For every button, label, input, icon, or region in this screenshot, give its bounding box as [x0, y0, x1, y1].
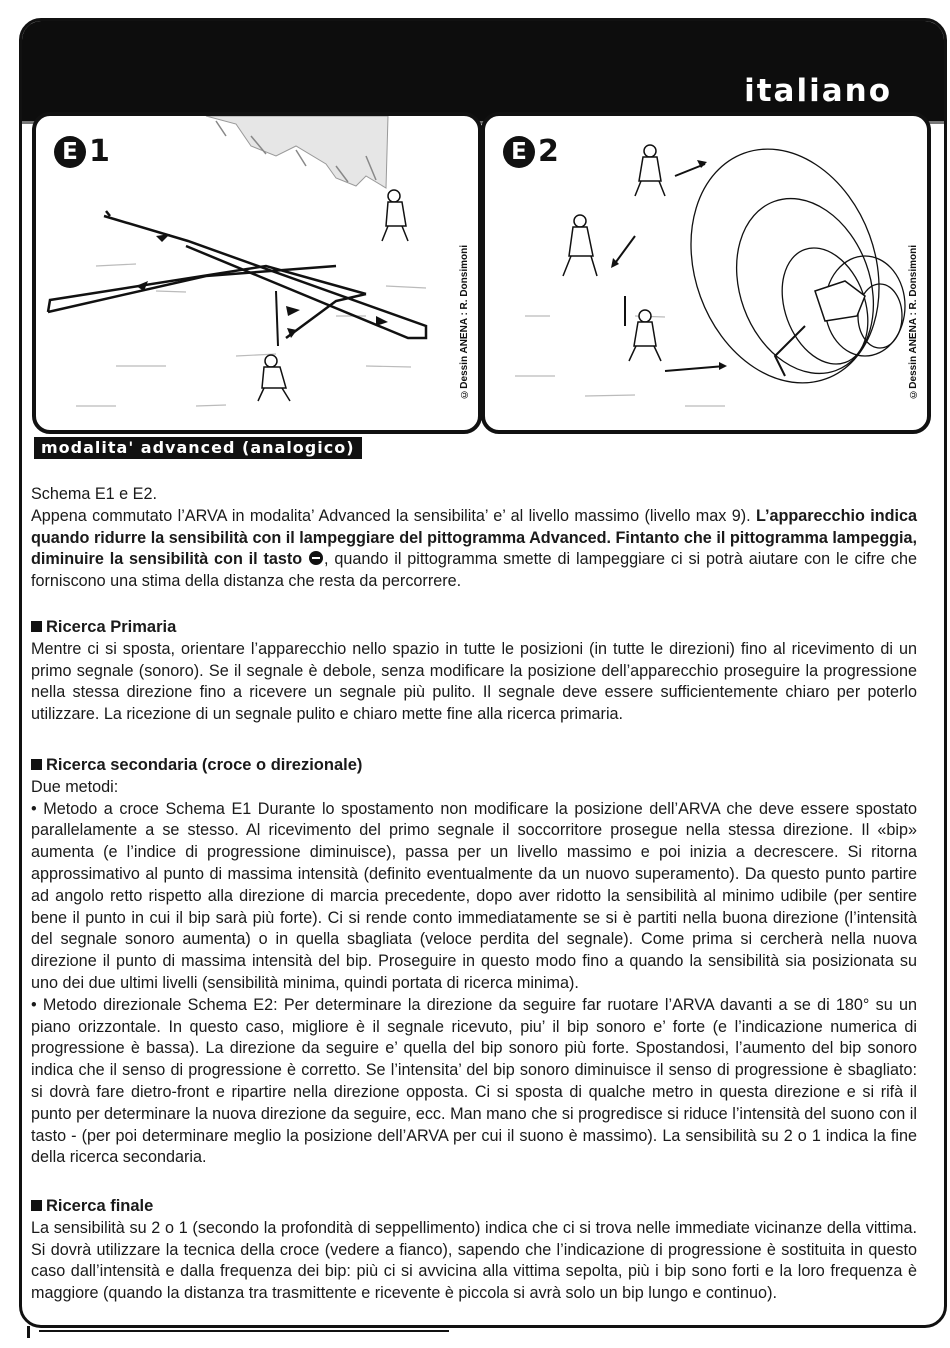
- secondaria-heading-text: Ricerca secondaria (croce o direzionale): [46, 756, 363, 774]
- square-bullet-icon: [31, 759, 42, 770]
- primaria-body: Mentre ci si sposta, orientare l’apparecchio nello spazio in tutte le posizioni (in tutte le direzioni) fino al ricevimento di un primo segnale (sonoro). Se il segnale è debole, senza modificare la posizione dell’apparecchio proseguire la progressione nella stessa direzione fino a ricevere un segnale più pulito. Il segnale deve essere sufficientemente chiaro per poterlo utilizzare. La ricezione di un segnale pulito e chiaro mette fine alla ricerca primaria.: [31, 639, 917, 724]
- figure-e1: [32, 112, 482, 434]
- intro-line: Schema E1 e E2.: [31, 485, 157, 503]
- secondaria-block: [31, 755, 917, 1169]
- header-band: [22, 21, 944, 124]
- badge-number: 1: [89, 134, 110, 169]
- figure-e2-badge: [503, 134, 559, 169]
- intro-text: Appena commutato l’ARVA in modalita’ Advanced la sensibilita’ e’ al livello massimo (livello max 9).: [31, 506, 756, 525]
- badge-letter: E: [503, 136, 535, 168]
- finale-body: La sensibilità su 2 o 1 (secondo la profondità di seppellimento) indica che ci si trova nelle immediate vicinanze della vittima. Si dovrà utilizzare la tecnica della croce (vedere a fianco), sapendo che l’indicazione di progressione è sostituita in questo caso dall’intensità e dalla frequenza dei bip: più ci si avvicina alla vittima sepolta, più i bip sono forti e la loro frequenza è maggiore (quando la distanza tra trasmittente e ricevente è piccola si avrà solo un bip lungo e continuo).: [31, 1218, 917, 1303]
- section-title: modalita' advanced (analogico): [34, 437, 362, 459]
- intro-paragraph: [31, 506, 917, 593]
- primaria-block: [31, 617, 917, 726]
- secondaria-method-cross: • Metodo a croce Schema E1 Durante lo spostamento non modificare la posizione dell’ARVA che deve essere spostato parallelamente a se stesso. Al ricevimento del primo segnale il soccorritore prosegue nella stessa direzione. Il «bip» aumenta (e l’indice di progressione diminuisce), passa per un livello massimo e poi inizia a decrescere. Si ritorna approssimativo al punto di massima intensità (definito eventualmente da un nuovo superamento). Da questo punto partire ad angolo retto rispetto alla direzione di marcia precedente, dopo aver ridotto la sensibilità al minimo udibile (per sentire bene il punto in cui il bip sarà più forte). Ci si rende conto immediatamente se si è partiti nella buona direzione (l’intensità del segnale sonoro aumenta) o in quella sbagliata (veloce perdita del segnale). Come prima si cercherà nella nuova direzione il punto di massima intensità del bip. Proseguire in questo modo fino a quando la sensibilità sia posizionata su uno dei due ultimi livelli (sensibilità minima, quindi portata di ricerca minima).: [31, 799, 917, 992]
- finale-block: [31, 1196, 917, 1305]
- primaria-heading: [31, 617, 917, 639]
- footer-marks: [19, 1326, 449, 1338]
- figure-credit: ©Dessin ANENA : R. Donsimoni: [459, 245, 470, 400]
- secondaria-subtitle: Due metodi:: [31, 777, 119, 796]
- badge-number: 2: [538, 134, 559, 169]
- primaria-heading-text: Ricerca Primaria: [46, 618, 177, 636]
- secondaria-heading: [31, 755, 917, 777]
- figure-e2: [481, 112, 931, 434]
- finale-heading: [31, 1196, 917, 1218]
- figure-credit: ©Dessin ANENA : R. Donsimoni: [908, 245, 919, 400]
- finale-heading-text: Ricerca finale: [46, 1197, 154, 1215]
- square-bullet-icon: [31, 1200, 42, 1211]
- square-bullet-icon: [31, 621, 42, 632]
- figure-e1-badge: [54, 134, 110, 169]
- intro-text-end: , quando il pittogramma smette di lampeggiare ci si potrà aiutare con le cifre che forniscono una stima della distanza che resta da percorrere.: [31, 550, 917, 591]
- badge-letter: E: [54, 136, 86, 168]
- intro-block: [31, 484, 917, 593]
- language-label: italiano: [744, 73, 892, 109]
- secondaria-method-directional: • Metodo direzionale Schema E2: Per determinare la direzione da seguire far ruotare l’ARVA davanti a se di 180° su un piano orizzontale. In questo caso, migliore è il segnale ricevuto, piu’ il bip sonoro e’ forte (e l’indicazione numerica di progressione è bassa). La direzione da seguire e’ quella del bip sonoro più forte. Spostandosi, l’aumento del bip sonoro indica che il senso di progressione è corretto. Se l’intensita’ del bip sonoro diminuisce il senso di progressione è sbagliato: si dovrà fare dietro-front e ripartire nella direzione opposta. Ci si sposta di qualche metro in questa direzione e si rifà il punto per determinare la nuova direzione da seguire, ecc. Man mano che si progredisce si riduce l’intensità del suono con il tasto - (per poi determinare meglio la posizione dell’ARVA per cui il suono è massimo). La sensibilità su 2 o 1 indica la fine della ricerca secondaria.: [31, 995, 917, 1167]
- minus-key-icon: [309, 551, 323, 565]
- intro-bold: L’apparecchio indica quando ridurre la sensibilità con il lampeggiare del pittogramma Advanced. Fintanto che il pittogramma lampeggia, diminuire la sensibilità con il tasto: [31, 506, 917, 569]
